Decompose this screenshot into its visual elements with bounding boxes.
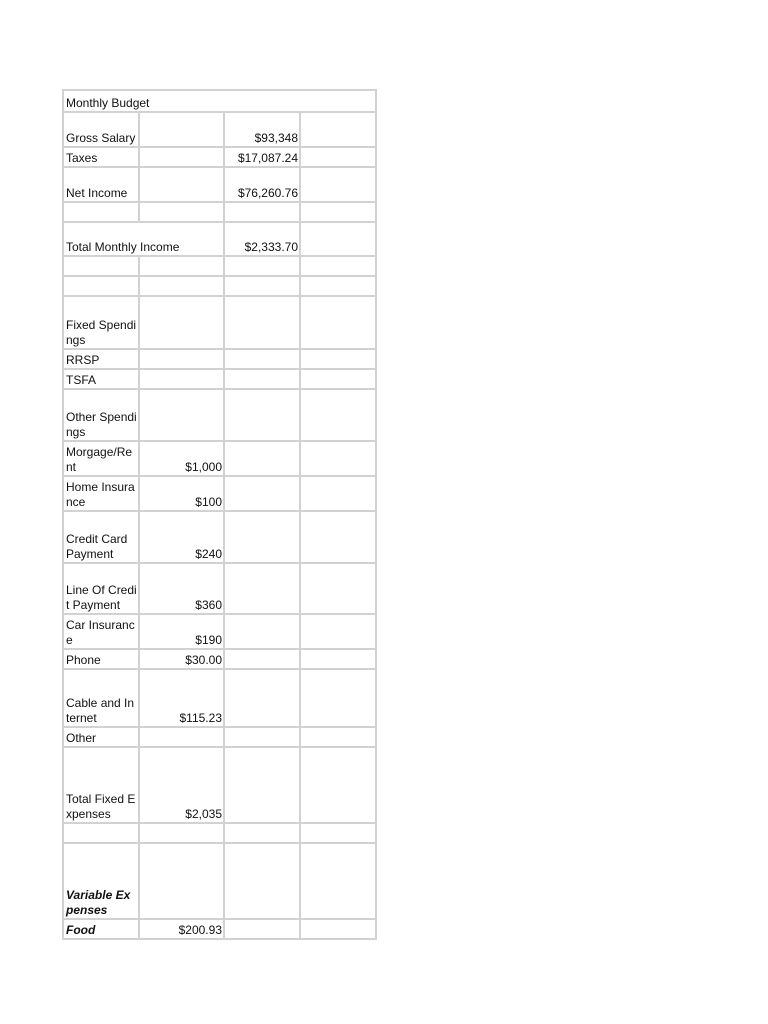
credit-card-payment-value[interactable]: $240 <box>139 511 224 563</box>
empty-cell[interactable] <box>224 476 300 511</box>
table-row <box>63 369 376 389</box>
empty-cell[interactable] <box>139 147 224 167</box>
empty-cell[interactable] <box>224 649 300 669</box>
table-row <box>63 147 376 167</box>
food-value[interactable]: $200.93 <box>139 919 224 939</box>
empty-cell[interactable] <box>139 843 224 919</box>
home-insurance-label[interactable]: Home Insurance <box>63 476 139 511</box>
empty-cell[interactable] <box>300 441 376 476</box>
empty-cell[interactable] <box>300 614 376 649</box>
empty-cell[interactable] <box>300 389 376 441</box>
empty-cell[interactable] <box>300 823 376 843</box>
table-row <box>63 563 376 614</box>
gross-salary-label[interactable]: Gross Salary <box>63 112 139 147</box>
empty-cell[interactable] <box>300 296 376 349</box>
empty-cell[interactable] <box>300 256 376 276</box>
home-insurance-value[interactable]: $100 <box>139 476 224 511</box>
empty-cell[interactable] <box>300 276 376 296</box>
table-row <box>63 296 376 349</box>
taxes-value[interactable]: $17,087.24 <box>224 147 300 167</box>
empty-cell[interactable] <box>300 147 376 167</box>
empty-cell[interactable] <box>300 112 376 147</box>
phone-value[interactable]: $30.00 <box>139 649 224 669</box>
table-row <box>63 112 376 147</box>
empty-cell[interactable] <box>300 167 376 202</box>
empty-cell[interactable] <box>224 919 300 939</box>
empty-cell[interactable] <box>224 202 300 222</box>
table-row <box>63 747 376 823</box>
empty-cell[interactable] <box>300 511 376 563</box>
sheet-title[interactable]: Monthly Budget <box>63 90 376 112</box>
empty-cell[interactable] <box>224 843 300 919</box>
empty-cell[interactable] <box>300 727 376 747</box>
tsfa-label[interactable]: TSFA <box>63 369 139 389</box>
table-row <box>63 90 376 112</box>
total-monthly-income-label[interactable]: Total Monthly Income <box>63 222 224 256</box>
empty-cell[interactable] <box>224 614 300 649</box>
table-row <box>63 843 376 919</box>
empty-cell[interactable] <box>139 276 224 296</box>
phone-label[interactable]: Phone <box>63 649 139 669</box>
line-of-credit-payment-value[interactable]: $360 <box>139 563 224 614</box>
empty-cell[interactable] <box>224 256 300 276</box>
mortgage-rent-label[interactable]: Morgage/Rent <box>63 441 139 476</box>
table-row <box>63 202 376 222</box>
gross-salary-value[interactable]: $93,348 <box>224 112 300 147</box>
total-monthly-income-value[interactable]: $2,333.70 <box>224 222 300 256</box>
table-row <box>63 476 376 511</box>
empty-cell[interactable] <box>224 511 300 563</box>
empty-cell[interactable] <box>300 919 376 939</box>
empty-cell[interactable] <box>139 256 224 276</box>
empty-cell[interactable] <box>224 563 300 614</box>
empty-cell[interactable] <box>224 441 300 476</box>
empty-cell[interactable] <box>63 276 139 296</box>
empty-cell[interactable] <box>224 727 300 747</box>
empty-cell[interactable] <box>300 222 376 256</box>
table-row <box>63 167 376 202</box>
empty-cell[interactable] <box>63 823 139 843</box>
empty-cell[interactable] <box>224 669 300 727</box>
table-row <box>63 727 376 747</box>
empty-cell[interactable] <box>224 369 300 389</box>
empty-cell[interactable] <box>139 349 224 369</box>
empty-cell[interactable] <box>224 823 300 843</box>
empty-cell[interactable] <box>224 747 300 823</box>
empty-cell[interactable] <box>63 256 139 276</box>
empty-cell[interactable] <box>300 349 376 369</box>
car-insurance-label[interactable]: Car Insurance <box>63 614 139 649</box>
empty-cell[interactable] <box>300 369 376 389</box>
empty-cell[interactable] <box>63 202 139 222</box>
table-row <box>63 441 376 476</box>
total-fixed-expenses-value[interactable]: $2,035 <box>139 747 224 823</box>
empty-cell[interactable] <box>224 296 300 349</box>
table-row <box>63 614 376 649</box>
line-of-credit-payment-label[interactable]: Line Of Credit Payment <box>63 563 139 614</box>
food-label[interactable]: Food <box>63 919 139 939</box>
table-row <box>63 669 376 727</box>
empty-cell[interactable] <box>300 649 376 669</box>
table-row <box>63 511 376 563</box>
empty-cell[interactable] <box>139 202 224 222</box>
empty-cell[interactable] <box>139 389 224 441</box>
empty-cell[interactable] <box>300 476 376 511</box>
empty-cell[interactable] <box>300 747 376 823</box>
empty-cell[interactable] <box>139 727 224 747</box>
empty-cell[interactable] <box>224 389 300 441</box>
mortgage-rent-value[interactable]: $1,000 <box>139 441 224 476</box>
empty-cell[interactable] <box>139 369 224 389</box>
table-row <box>63 389 376 441</box>
variable-expenses-label[interactable]: Variable Expenses <box>63 843 139 919</box>
taxes-label[interactable]: Taxes <box>63 147 139 167</box>
cable-internet-value[interactable]: $115.23 <box>139 669 224 727</box>
table-row <box>63 349 376 369</box>
total-fixed-expenses-label[interactable]: Total Fixed Expenses <box>63 747 139 823</box>
empty-cell[interactable] <box>224 276 300 296</box>
empty-cell[interactable] <box>300 202 376 222</box>
cable-internet-label[interactable]: Cable and Internet <box>63 669 139 727</box>
empty-cell[interactable] <box>139 167 224 202</box>
rrsp-label[interactable]: RRSP <box>63 349 139 369</box>
credit-card-payment-label[interactable]: Credit Card Payment <box>63 511 139 563</box>
fixed-spendings-label[interactable]: Fixed Spendings <box>63 296 139 349</box>
empty-cell[interactable] <box>300 843 376 919</box>
empty-cell[interactable] <box>139 112 224 147</box>
table-row <box>63 256 376 276</box>
empty-cell[interactable] <box>224 349 300 369</box>
net-income-value[interactable]: $76,260.76 <box>224 167 300 202</box>
net-income-label[interactable]: Net Income <box>63 167 139 202</box>
other-label[interactable]: Other <box>63 727 139 747</box>
table-row <box>63 222 376 256</box>
other-spendings-label[interactable]: Other Spendings <box>63 389 139 441</box>
empty-cell[interactable] <box>139 296 224 349</box>
empty-cell[interactable] <box>300 563 376 614</box>
empty-cell[interactable] <box>300 669 376 727</box>
empty-cell[interactable] <box>139 823 224 843</box>
table-row <box>63 276 376 296</box>
car-insurance-value[interactable]: $190 <box>139 614 224 649</box>
budget-spreadsheet <box>62 89 377 940</box>
table-row <box>63 823 376 843</box>
table-row <box>63 919 376 939</box>
table-row <box>63 649 376 669</box>
